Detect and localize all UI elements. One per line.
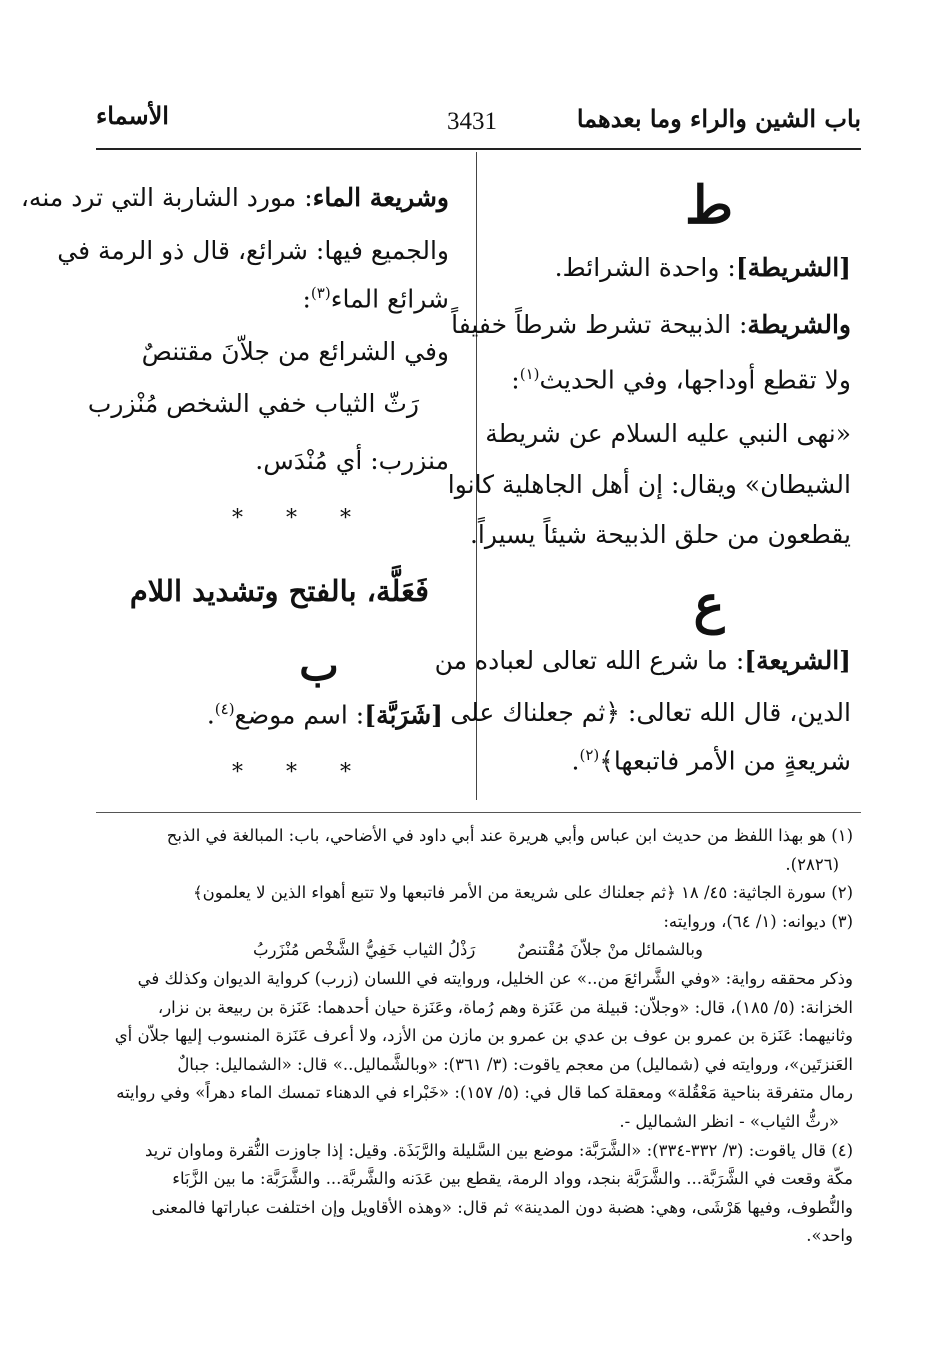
letter-heading-ta: ط <box>684 175 734 236</box>
separator-stars-1: * * * <box>232 506 369 531</box>
entry-shareeta-2-line1 <box>451 310 851 339</box>
footnotes <box>93 822 853 1251</box>
footnote-4-line4: واحد». <box>806 1226 853 1246</box>
footnote-3-verse <box>253 936 703 965</box>
headword: [الشريعة] <box>744 646 851 675</box>
entry-shareeat-almaa-line1 <box>21 183 449 212</box>
entry-shareeta-2-line3: «نهى النبي عليه السلام عن شريطة <box>485 419 851 448</box>
footnote-divider <box>96 812 861 813</box>
definition: : اسم موضع <box>234 700 365 730</box>
entry-shareea-line1 <box>435 646 851 675</box>
footnote-1-line2: (٢٨٢٦). <box>785 854 839 874</box>
page-number: 3431 <box>447 108 497 135</box>
footnote-2: (٢) سورة الجاثية: ٤٥/ ١٨ ﴿ثم جعلناك على شريعة من الأمر فاتبعها ولا تتبع أهواء الذين لا يعلمون﴾ <box>192 883 853 903</box>
headword: [شَرَبَّة] <box>364 700 443 730</box>
entry-shareeat-almaa-line2: والجميع فيها: شرائع، قال ذو الرمة في <box>57 236 449 265</box>
punct: : <box>511 365 520 395</box>
header-divider <box>96 148 861 150</box>
entry-shareea-line3 <box>572 746 851 775</box>
footnote-3-verse-first: وبالشمائل منْ جلاّنَ مُقْتنصٌ <box>517 940 703 960</box>
headword: والشريطة <box>747 310 851 339</box>
footnote-4-line2: مكّة وقعت في الشَّرَبَّة... والشَّرَبَّة بنجد، وواد الرمة، يقطع بين عَدَنه والشَّربَّة... والشَّرَبَّة: ما بين الزَّبَاء <box>172 1169 853 1189</box>
entry-shareeta-2-line2 <box>511 365 851 394</box>
footnote-4-line1: (٤) قال ياقوت: (٣/ ٣٣٢-٣٣٤): «الشَّرَبَّة: موضع بين السَّليلة والرَّبَذَة. وقيل: إذا جاوزت النُّقرة وماوان تريد <box>144 1140 853 1160</box>
footnote-ref-4: (٤) <box>214 700 235 718</box>
entry-shareeta-2-line5: يقطعون من حلق الذبيحة شيئاً يسيراً. <box>469 520 851 549</box>
punct: : <box>302 284 311 314</box>
definition: : واحدة الشرائط. <box>554 253 736 282</box>
letter-heading-ba: ب <box>299 641 339 690</box>
footnote-ref-2: (٢) <box>579 746 600 764</box>
footnote-3-line1: (٣) ديوانه: (١/ ٦٤)، وروايته: <box>663 911 853 931</box>
headword: [الشريطة] <box>735 253 851 282</box>
chapter-title: باب الشين والراء وما بعدهما <box>576 104 861 133</box>
footnote-3-line8: «رثُّ الثياب» - انظر الشماليل -. <box>619 1111 839 1131</box>
gloss-line: منزرب: أي مُنْدَس. <box>255 446 449 475</box>
text: ولا تقطع أوداجها، وفي الحديث <box>539 365 851 395</box>
poem-verse-1: وفي الشرائع من جلاّنَ مقتنصٌ <box>141 337 449 366</box>
pattern-heading: فَعَلَّة، بالفتح وتشديد اللام <box>129 574 429 608</box>
footnote-3-line7: رمال متفرقة بناحية مَعْقُلة» ومعقلة كما قال في: (٥/ ١٥٧): «خَبْراء في الدهناء تمسك الماء دهراً» وفي روايته <box>116 1083 853 1103</box>
footnote-3-line5: وثانيهما: عَنَزة بن عمرو بن عوف بن عدي بن عمرو بن مازن من الأزد، ولا أعرف عَنَزة المنسوب إليها جلاّن أي <box>114 1026 853 1046</box>
entry-shareea-line2: الدين، قال الله تعالى: ﴿ثم جعلناك على <box>450 698 851 727</box>
footnote-1-line1: (١) هو بهذا اللفظ من حديث ابن عباس وأبي هريرة عند أبي داود في الأضاحي، باب: المبالغة في الذبح <box>166 826 853 845</box>
footnote-ref-1: (١) <box>519 365 540 383</box>
entry-shareeta <box>555 253 851 282</box>
footnote-4-line3: والنُّطوف، وفيها هَرْشَى، وهي: هضبة دون المدينة» ثم قال: «وهذه الأقاويل وإن اختلفت عباراتها فالمعنى <box>151 1197 853 1217</box>
footnote-3-line3: وذكر محققه رواية: «وفي الشَّرائعَ من..» عن الخليل، وروايته في اللسان (زرب) كرواية الديوان وكذلك في <box>137 968 853 988</box>
entry-shareeta-2-line4: الشيطان» ويقال: إن أهل الجاهلية كانوا <box>447 470 851 499</box>
text: شرائع الماء <box>330 284 449 314</box>
definition: : ما شرع الله تعالى لعباده من <box>434 646 745 675</box>
text: شريعةٍ من الأمر فاتبعها﴾ <box>599 746 851 776</box>
poem-verse-2: رَثّ الثياب خفي الشخص مُنْزرب <box>87 389 419 418</box>
punct: . <box>571 746 580 776</box>
separator-stars-2: * * * <box>232 760 369 785</box>
entry-sharabba <box>207 700 443 729</box>
headword: وشريعة الماء <box>312 183 449 212</box>
footnote-ref-3: (٣) <box>310 284 331 302</box>
entry-shareeat-almaa-line3 <box>302 284 449 313</box>
definition: : الذبيحة تشرط شرطاً خفيفاً <box>451 310 748 339</box>
footnote-3-line4: الخزانة: (٥/ ١٨٥)، قال: «وجلاّن: قبيلة من عَنَزة وهم رُماة، وعَنَزة حيان أحدهما: عَنَزة بن ربيعة بن نزار، <box>157 997 853 1017</box>
definition: : مورد الشاربة التي ترد منه، <box>20 183 313 212</box>
letter-heading-ain: ع <box>693 574 725 635</box>
footnote-3-line6: العَنزتَين»، وروايته في (شماليل) من معجم ياقوت: (٣/ ٣٦١): «وبالشَّماليل..» قال: «الشماليل: جبالٌ <box>177 1054 853 1074</box>
punct: . <box>206 700 215 730</box>
section-title: الأسماء <box>96 101 169 130</box>
footnote-3-verse-second: رَذْلُ الثياب خَفِيُّ الشَّخْص مُنْزَربُ <box>253 940 476 960</box>
